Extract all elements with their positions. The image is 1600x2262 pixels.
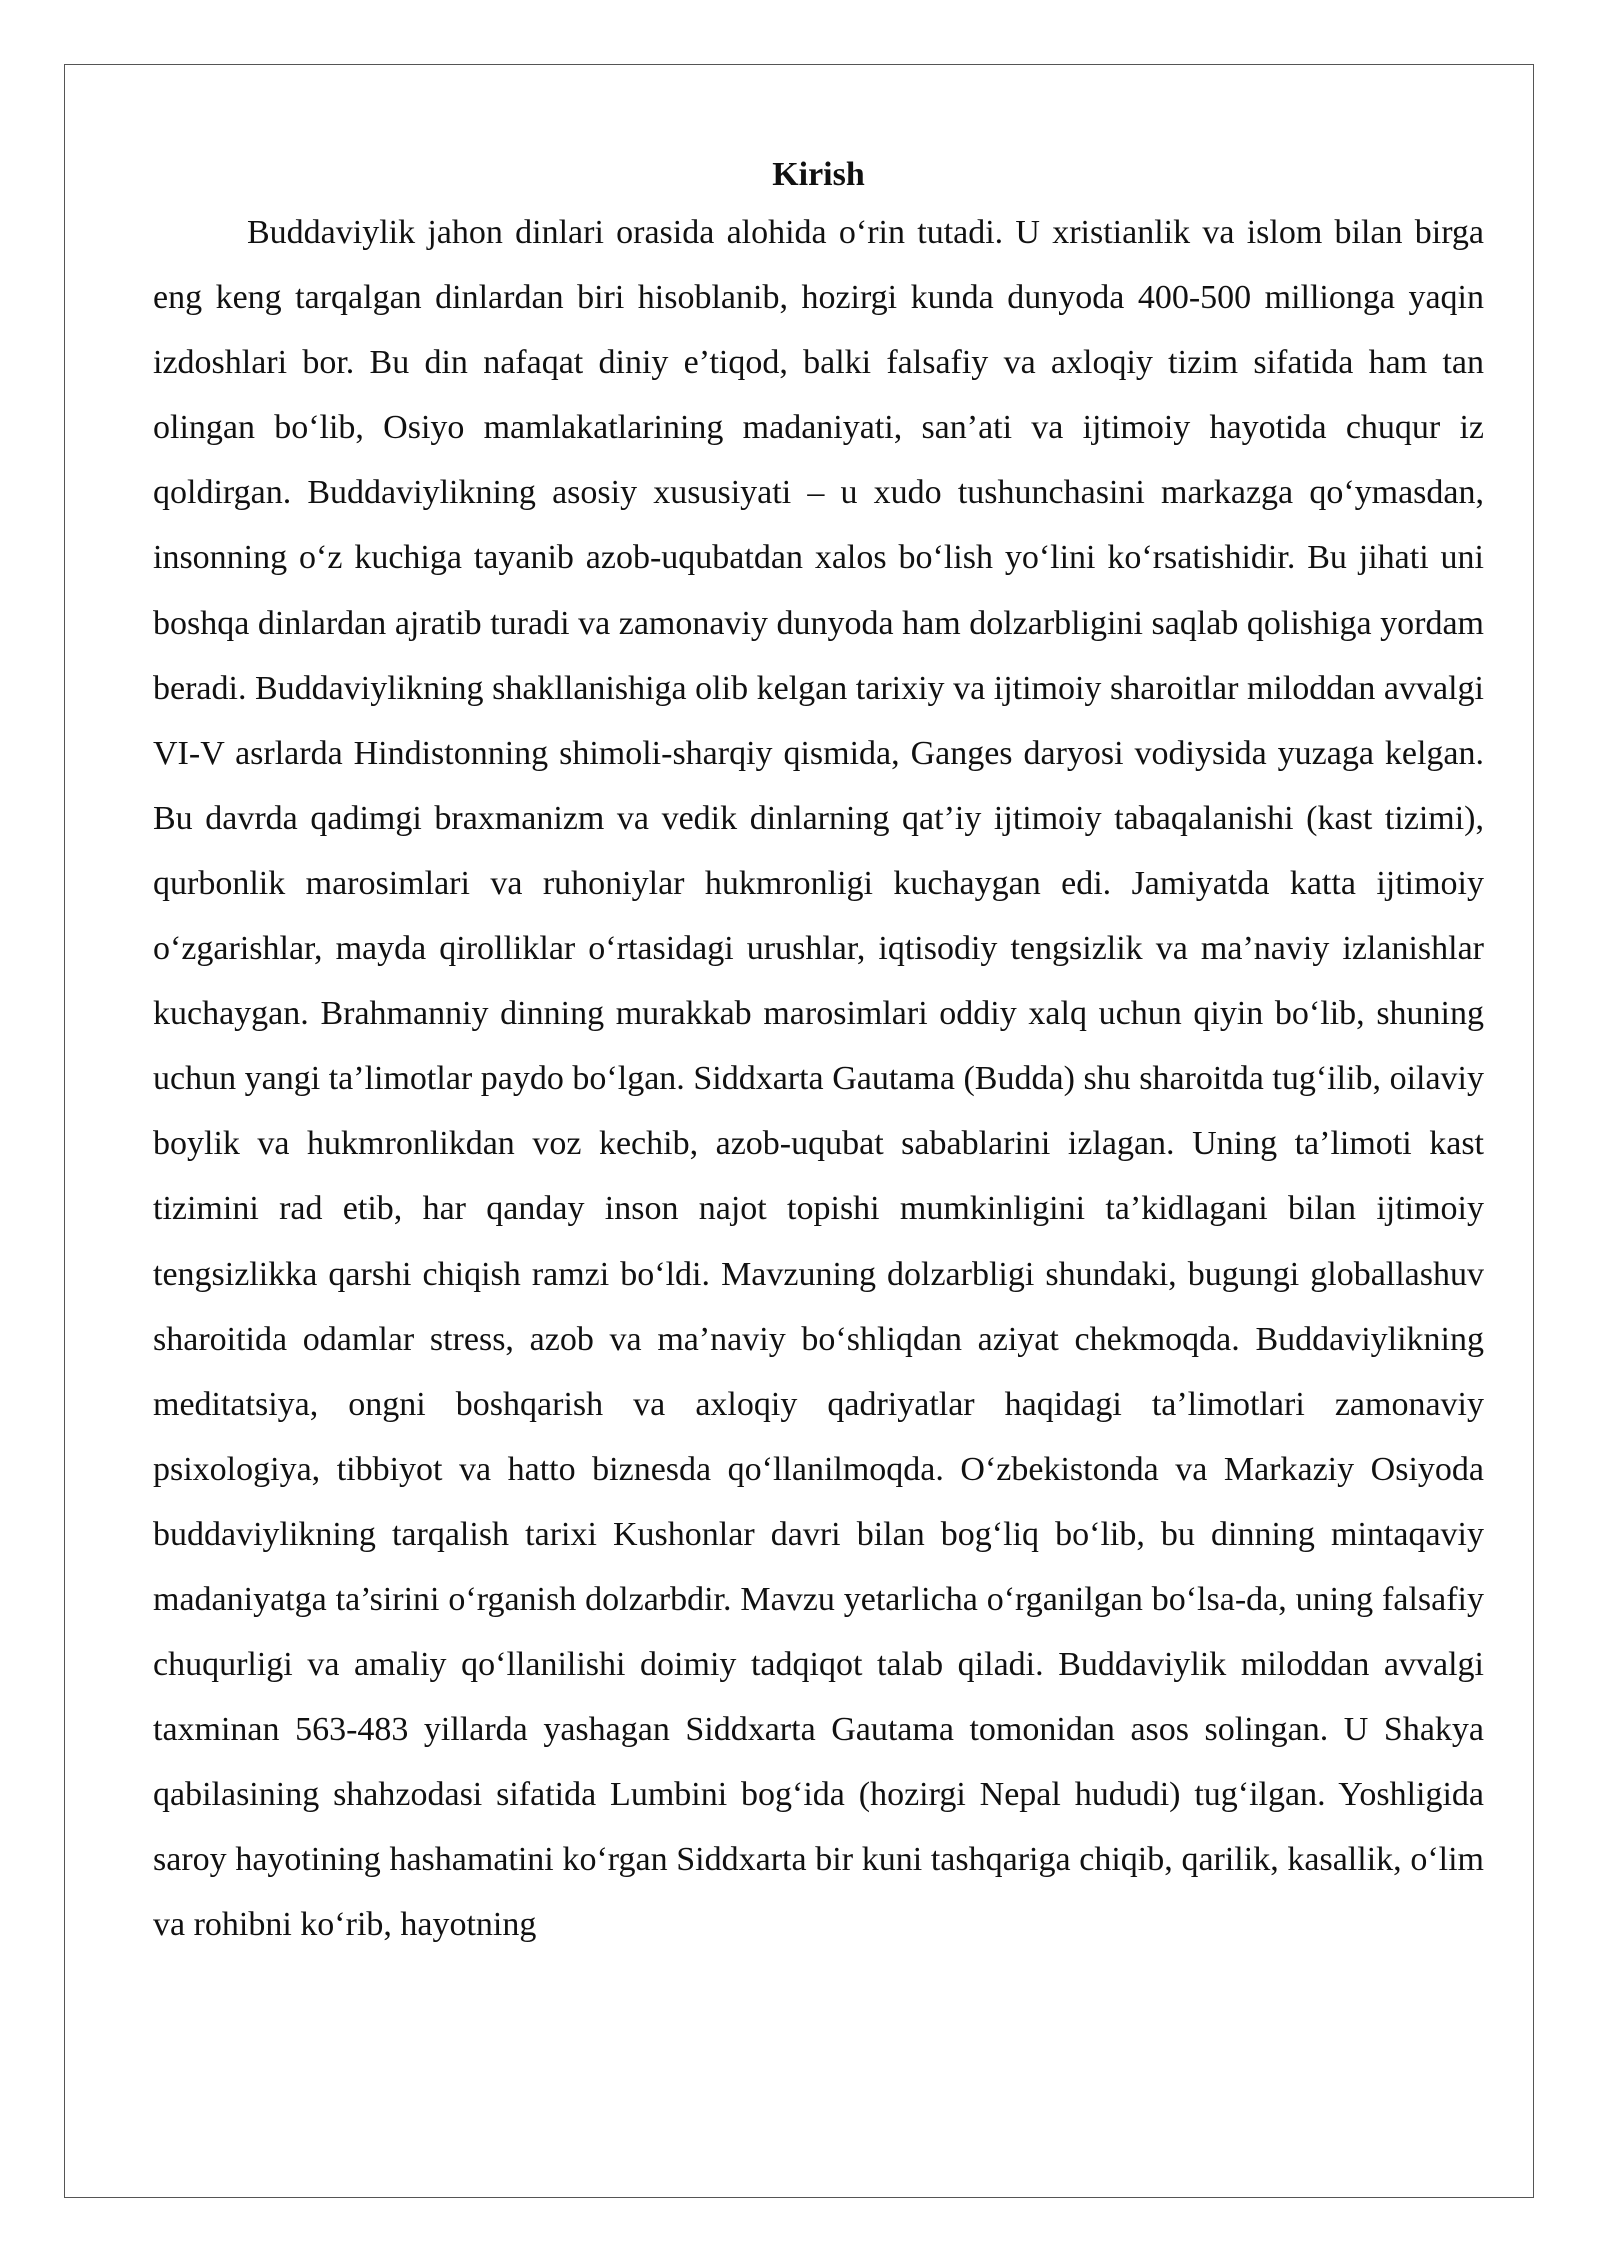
document-body — [153, 150, 1484, 1958]
document-title: Kirish — [772, 156, 865, 193]
body-paragraph: Buddaviylik jahon dinlari orasida alohida o‘rin tutadi. U xristianlik va islom bilan birga eng keng tarqalgan dinlardan biri hisoblanib, hozirgi kunda dunyoda 400-500 millionga yaqin izdoshlari bor. Bu din nafaqat diniy e’tiqod, balki falsafiy va axloqiy tizim sifatida ham tan olingan bo‘lib, Osiyo mamlakatlarining madaniyati, san’ati va ijtimoiy hayotida chuqur iz qoldirgan. Buddaviylikning asosiy xususiyati – u xudo tushunchasini markazga qo‘ymasdan, insonning o‘z kuchiga tayanib azob-uqubatdan xalos bo‘lish yo‘lini ko‘rsatishidir. Bu jihati uni boshqa dinlardan ajratib turadi va zamonaviy dunyoda ham dolzarbligini saqlab qolishiga yordam beradi. Buddaviylikning shakllanishiga olib kelgan tarixiy va ijtimoiy sharoitlar miloddan avvalgi VI-V asrlarda Hindistonning shimoli-sharqiy qismida, Ganges daryosi vodiysida yuzaga kelgan. Bu davrda qadimgi braxmanizm va vedik dinlarning qat’iy ijtimoiy tabaqalanishi (kast tizimi), qurbonlik marosimlari va ruhoniylar hukmronligi kuchaygan edi. Jamiyatda katta ijtimoiy o‘zgarishlar, mayda qirolliklar o‘rtasidagi urushlar, iqtisodiy tengsizlik va ma’naviy izlanishlar kuchaygan. Brahmanniy dinning murakkab marosimlari oddiy xalq uchun qiyin bo‘lib, shuning uchun yangi ta’limotlar paydo bo‘lgan. Siddxarta Gautama (Budda) shu sharoitda tug‘ilib, oilaviy boylik va hukmronlikdan voz kechib, azob-uqubat sabablarini izlagan. Uning ta’limoti kast tizimini rad etib, har qanday inson najot topishi mumkinligini ta’kidlagani bilan ijtimoiy tengsizlikka qarshi chiqish ramzi bo‘ldi. Mavzuning dolzarbligi shundaki, bugungi globallashuv sharoitida odamlar stress, azob va ma’naviy bo‘shliqdan aziyat chekmoqda. Buddaviylikning meditatsiya, ongni boshqarish va axloqiy qadriyatlar haqidagi ta’limotlari zamonaviy psixologiya, tibbiyot va hatto biznesda qo‘llanilmoqda. O‘zbekistonda va Markaziy Osiyoda buddaviylikning tarqalish tarixi Kushonlar davri bilan bog‘liq bo‘lib, bu dinning mintaqaviy madaniyatga ta’sirini o‘rganish dolzarbdir. Mavzu yetarlicha o‘rganilgan bo‘lsa-da, uning falsafiy chuqurligi va amaliy qo‘llanilishi doimiy tadqiqot talab qiladi. Buddaviylik miloddan avvalgi taxminan 563-483 yillarda yashagan Siddxarta Gautama tomonidan asos solingan. U Shakya qabilasining shahzodasi sifatida Lumbini bog‘ida (hozirgi Nepal hududi) tug‘ilgan. Yoshligida saroy hayotining hashamatini ko‘rgan Siddxarta bir kuni tashqariga chiqib, qarilik, kasallik, o‘lim va rohibni ko‘rib, hayotning — [153, 214, 1484, 1944]
